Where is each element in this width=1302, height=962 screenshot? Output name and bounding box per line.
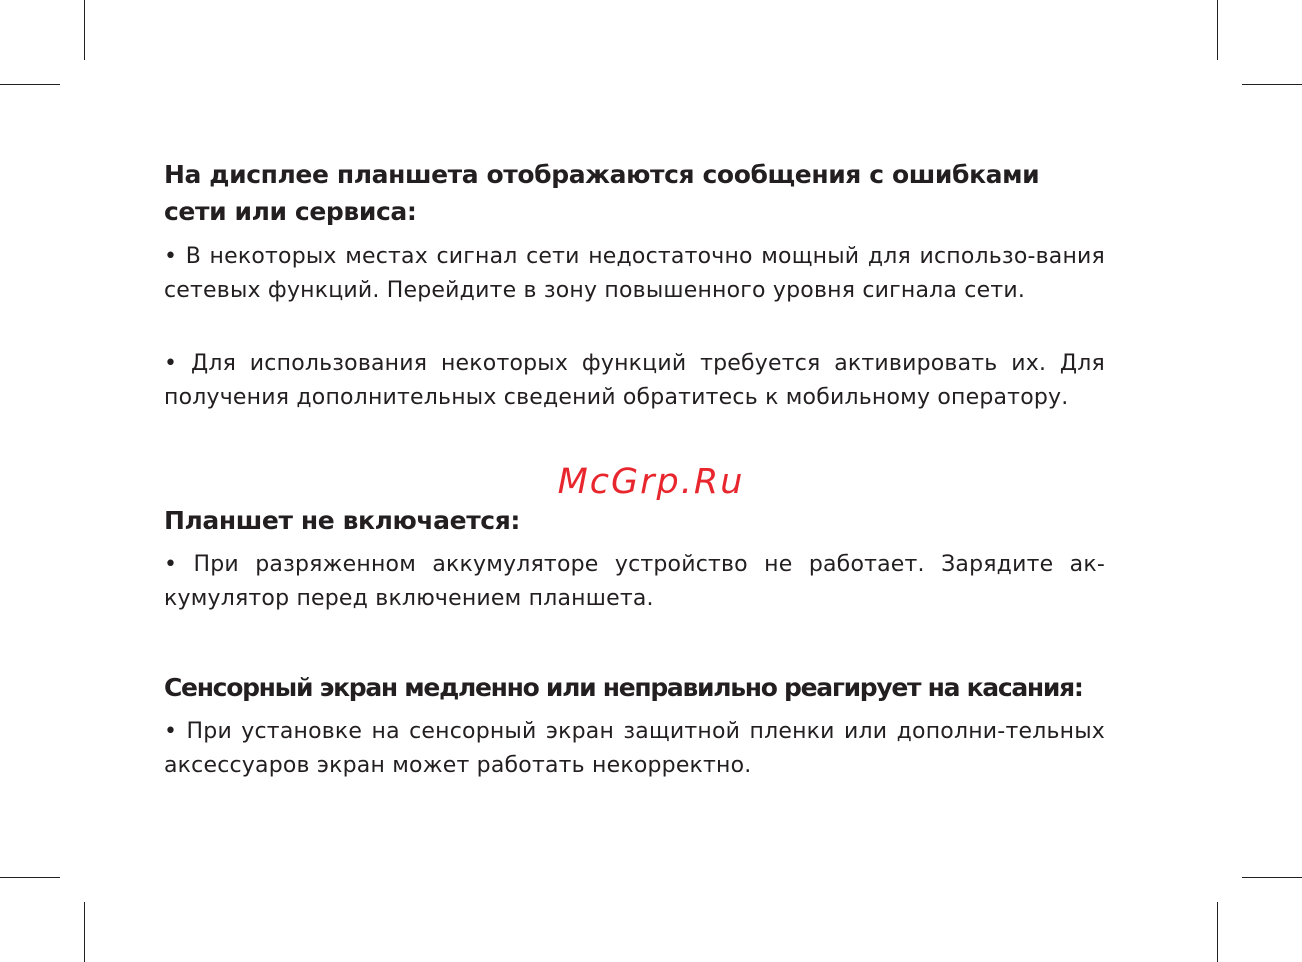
section-heading-not-turning-on: Планшет не включается: <box>164 506 520 535</box>
paragraph-protective-film: • При установке на сенсорный экран защитной пленки или дополни-тельных аксессуаров экран может работать некорректно. <box>164 719 1105 778</box>
crop-mark-top-left-vertical <box>84 0 85 60</box>
paragraph-battery-discharged: • При разряженном аккумуляторе устройство не работает. Зарядите ак-кумулятор перед включением планшета. <box>164 552 1105 611</box>
crop-mark-bottom-left-horizontal <box>0 877 60 878</box>
crop-mark-bottom-right-vertical <box>1217 902 1218 962</box>
crop-mark-bottom-left-vertical <box>84 902 85 962</box>
paragraph-activate-functions: • Для использования некоторых функций требуется активировать их. Для получения дополнительных сведений обратитесь к мобильному оператору. <box>164 351 1105 410</box>
crop-mark-bottom-right-horizontal <box>1242 877 1302 878</box>
section-heading-network-errors: На дисплее планшета отображаются сообщения с ошибками сети или сервиса: <box>164 160 1040 226</box>
paragraph-weak-signal: • В некоторых местах сигнал сети недостаточно мощный для использо-вания сетевых функций. Перейдите в зону повышенного уровня сигнала сети. <box>164 244 1105 303</box>
crop-mark-top-right-horizontal <box>1242 84 1302 85</box>
section-heading-touchscreen: Сенсорный экран медленно или неправильно реагирует на касания: <box>164 673 1083 702</box>
watermark: McGrp.Ru <box>557 462 745 502</box>
crop-mark-top-right-vertical <box>1217 0 1218 60</box>
crop-mark-top-left-horizontal <box>0 84 60 85</box>
